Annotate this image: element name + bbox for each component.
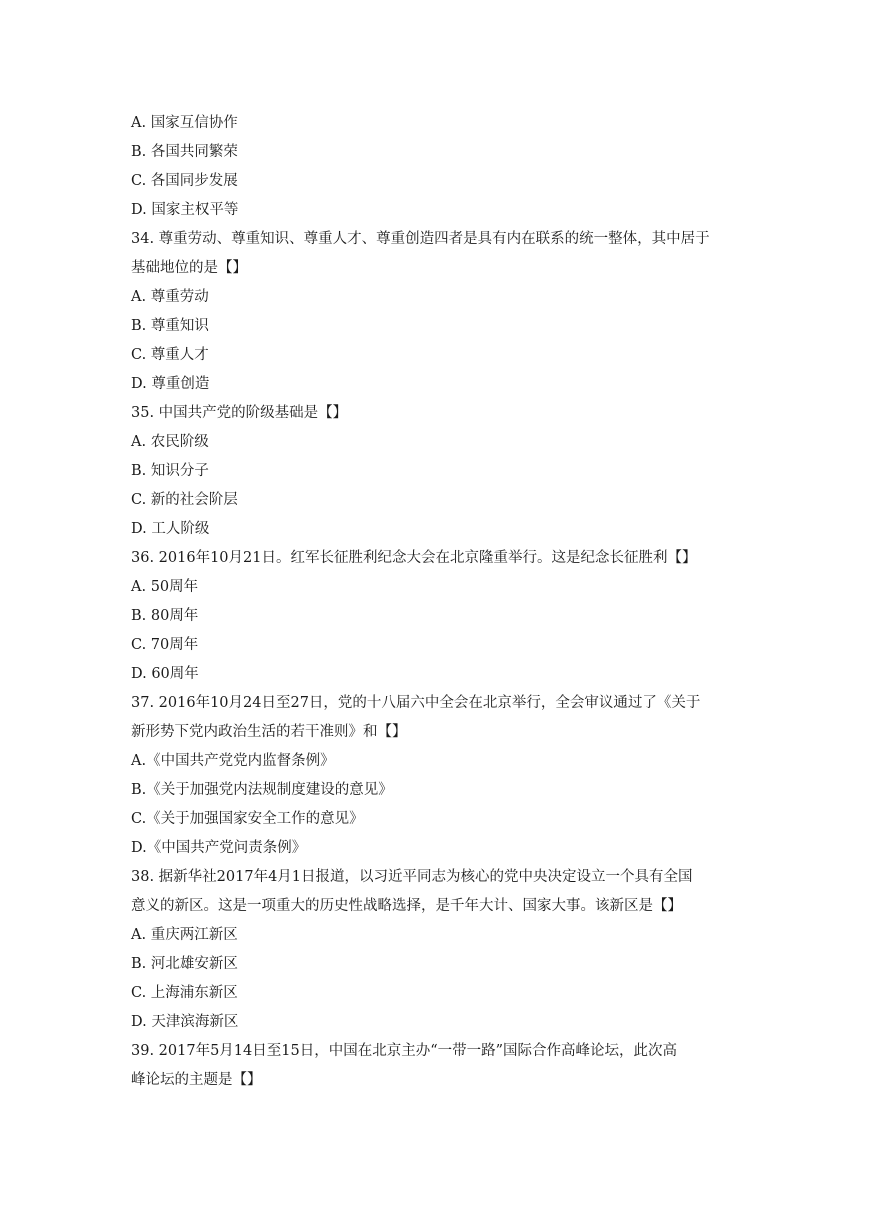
question-39-line-2: 峰论坛的主题是【】 — [131, 1072, 262, 1088]
option-36-d: D. 60周年 — [131, 666, 199, 682]
option-38-d: D. 天津滨海新区 — [131, 1014, 239, 1030]
option-38-b: B. 河北雄安新区 — [131, 956, 238, 972]
option-38-a: A. 重庆两江新区 — [131, 927, 238, 943]
option-33-c: C. 各国同步发展 — [131, 173, 238, 189]
option-36-b: B. 80周年 — [131, 608, 199, 624]
option-37-c: C.《关于加强国家安全工作的意见》 — [131, 811, 364, 827]
question-37-line-2: 新形势下党内政治生活的若干准则》和【】 — [131, 724, 407, 740]
option-35-a: A. 农民阶级 — [131, 434, 209, 450]
question-37-line-1: 37. 2016年10月24日至27日，党的十八届六中全会在北京举行，全会审议通过了《关于 — [131, 695, 701, 711]
question-34-line-2: 基础地位的是【】 — [131, 260, 247, 276]
question-38-line-1: 38. 据新华社2017年4月1日报道，以习近平同志为核心的党中央决定设立一个具有全国 — [131, 869, 693, 885]
option-35-c: C. 新的社会阶层 — [131, 492, 238, 508]
question-39-line-1: 39. 2017年5月14日至15日，中国在北京主办“一带一路”国际合作高峰论坛，此次高 — [131, 1043, 678, 1059]
option-34-b: B. 尊重知识 — [131, 318, 209, 334]
question-34-line-1: 34. 尊重劳动、尊重知识、尊重人才、尊重创造四者是具有内在联系的统一整体，其中居于 — [131, 231, 710, 247]
option-34-a: A. 尊重劳动 — [131, 289, 209, 305]
option-33-b: B. 各国共同繁荣 — [131, 144, 238, 160]
option-36-a: A. 50周年 — [131, 579, 199, 595]
option-38-c: C. 上海浦东新区 — [131, 985, 238, 1001]
option-34-d: D. 尊重创造 — [131, 376, 210, 392]
question-36: 36. 2016年10月21日。红军长征胜利纪念大会在北京隆重举行。这是纪念长征胜利【】 — [131, 550, 697, 566]
option-33-d: D. 国家主权平等 — [131, 202, 239, 218]
question-35: 35. 中国共产党的阶级基础是【】 — [131, 405, 348, 421]
option-37-a: A.《中国共产党党内监督条例》 — [131, 753, 335, 769]
option-35-b: B. 知识分子 — [131, 463, 209, 479]
option-33-a: A. 国家互信协作 — [131, 115, 238, 131]
option-34-c: C. 尊重人才 — [131, 347, 209, 363]
option-35-d: D. 工人阶级 — [131, 521, 210, 537]
option-37-b: B.《关于加强党内法规制度建设的意见》 — [131, 782, 393, 798]
option-36-c: C. 70周年 — [131, 637, 199, 653]
option-37-d: D.《中国共产党问责条例》 — [131, 840, 307, 856]
question-38-line-2: 意义的新区。这是一项重大的历史性战略选择，是千年大计、国家大事。该新区是【】 — [131, 898, 682, 914]
